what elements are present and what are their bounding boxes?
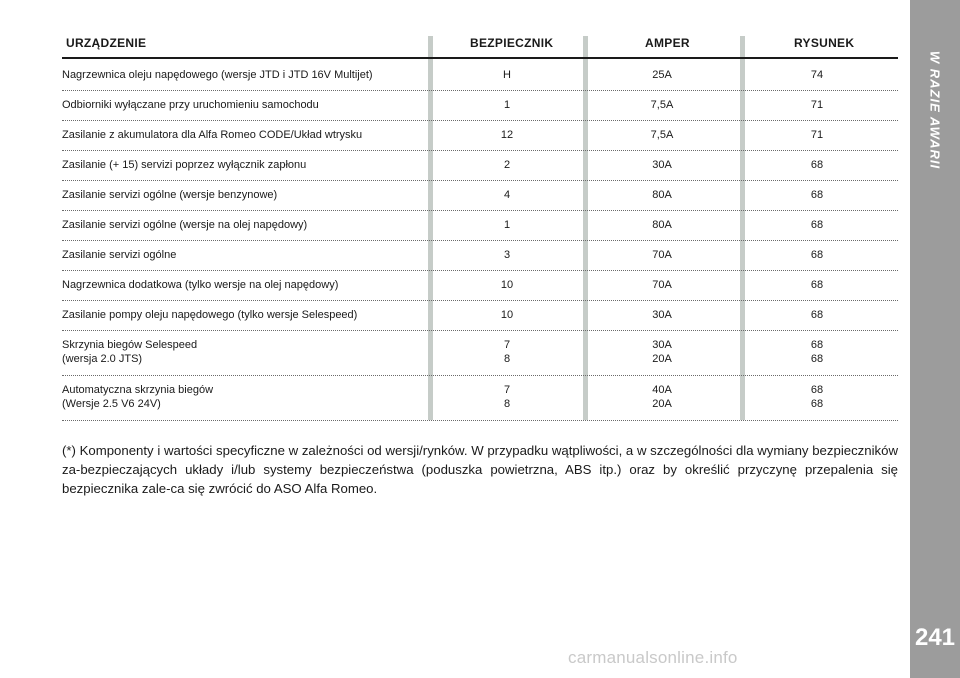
device-cell xyxy=(62,158,306,172)
fuse-cell xyxy=(477,308,537,322)
amp-cell xyxy=(632,248,692,262)
fuse-cell-line: 1 xyxy=(503,219,511,231)
figure-cell xyxy=(787,128,847,142)
fuse-cell-line: 8 xyxy=(503,398,511,410)
amp-cell xyxy=(632,383,692,411)
device-cell xyxy=(62,308,357,322)
fuse-cell xyxy=(477,128,537,142)
fuse-cell-line: 4 xyxy=(503,189,511,201)
table-row xyxy=(62,90,898,121)
fuse-cell-line: 10 xyxy=(500,279,514,291)
device-cell xyxy=(62,338,197,366)
amp-cell-line: 30A xyxy=(652,159,672,171)
amp-cell-line: 80A xyxy=(652,189,672,201)
amp-cell xyxy=(632,338,692,366)
figure-cell-line: 74 xyxy=(810,69,824,81)
amp-cell-line: 25A xyxy=(652,69,672,81)
section-title xyxy=(908,40,960,180)
header-figure: RYSUNEK xyxy=(794,36,855,50)
figure-cell-line: 71 xyxy=(810,129,824,141)
fuse-cell-line: 7 xyxy=(503,339,511,351)
table-row xyxy=(62,375,898,421)
amp-cell xyxy=(632,308,692,322)
device-cell xyxy=(62,68,373,82)
amp-cell xyxy=(632,158,692,172)
fuse-cell-line: 10 xyxy=(500,309,514,321)
figure-cell-line: 71 xyxy=(810,99,824,111)
watermark: carmanualsonline.info xyxy=(568,648,738,667)
fuse-cell-line: H xyxy=(503,69,511,81)
figure-cell-line: 68 xyxy=(810,353,824,365)
fuse-cell xyxy=(477,68,537,82)
amp-cell xyxy=(632,98,692,112)
fuse-cell-line: 2 xyxy=(503,159,511,171)
figure-cell xyxy=(787,98,847,112)
table-row xyxy=(62,240,898,271)
device-cell-line: Skrzynia biegów Selespeed xyxy=(62,339,198,351)
fuse-cell-line: 3 xyxy=(503,249,511,261)
amp-cell-line: 20A xyxy=(652,398,672,410)
figure-cell-line: 68 xyxy=(810,189,824,201)
device-cell-line: Nagrzewnica oleju napędowego (wersje JTD i JTD 16V Multijet) xyxy=(62,69,373,81)
figure-cell xyxy=(787,218,847,232)
amp-cell xyxy=(632,188,692,202)
fuse-cell xyxy=(477,278,537,292)
figure-cell-line: 68 xyxy=(810,309,824,321)
figure-cell-line: 68 xyxy=(810,249,824,261)
fuse-cell-line: 12 xyxy=(500,129,514,141)
device-cell-line: Zasilanie servizi ogólne (wersje na olej napędowy) xyxy=(62,219,308,231)
amp-cell-line: 70A xyxy=(652,249,672,261)
header-rule xyxy=(62,57,898,59)
fuse-cell xyxy=(477,98,537,112)
device-cell-line: Zasilanie (+ 15) servizi poprzez wyłącznik zapłonu xyxy=(62,159,307,171)
amp-cell-line: 30A xyxy=(652,309,672,321)
fuse-cell xyxy=(477,248,537,262)
table-row xyxy=(62,300,898,331)
figure-cell-line: 68 xyxy=(810,339,824,351)
fuse-cell xyxy=(477,188,537,202)
device-cell xyxy=(62,128,362,142)
figure-cell xyxy=(787,68,847,82)
table-row xyxy=(62,150,898,181)
section-title-text: W RAZIE AWARII xyxy=(927,50,943,170)
amp-cell xyxy=(632,278,692,292)
device-cell xyxy=(62,188,277,202)
device-cell-line: Zasilanie servizi ogólne (wersje benzynowe) xyxy=(62,189,278,201)
device-cell xyxy=(62,98,319,112)
table-row xyxy=(62,180,898,211)
figure-cell xyxy=(787,278,847,292)
fuse-cell-line: 7 xyxy=(503,384,511,396)
fuse-cell xyxy=(477,158,537,172)
table-row xyxy=(62,60,898,91)
figure-cell xyxy=(787,188,847,202)
device-cell-line: Zasilanie servizi ogólne xyxy=(62,249,177,261)
figure-cell-line: 68 xyxy=(810,279,824,291)
device-cell xyxy=(62,218,307,232)
amp-cell-line: 7,5A xyxy=(650,99,674,111)
amp-cell-line: 80A xyxy=(652,219,672,231)
figure-cell xyxy=(787,158,847,172)
device-cell xyxy=(62,383,213,411)
table-row xyxy=(62,270,898,301)
fuse-cell xyxy=(477,383,537,411)
header-amp: AMPER xyxy=(645,36,690,50)
amp-cell xyxy=(632,68,692,82)
device-cell-line: (wersja 2.0 JTS) xyxy=(62,353,143,365)
amp-cell-line: 7,5A xyxy=(650,129,674,141)
device-cell-line: Automatyczna skrzynia biegów xyxy=(62,384,214,396)
figure-cell xyxy=(787,383,847,411)
figure-cell xyxy=(787,248,847,262)
page-number: 241 xyxy=(914,624,956,651)
table-row xyxy=(62,120,898,151)
header-device: URZĄDZENIE xyxy=(66,36,147,50)
amp-cell-line: 70A xyxy=(652,279,672,291)
footnote: (*) Komponenty i wartości specyficzne w zależności od wersji/rynków. W przypadku wątpliwości, a w szczególności dla wymiany bezpieczników za-bezpieczających układy i/lub systemy bezpieczeństwa (poduszka powietrzna, ABS itp.) oraz by określić przyczynę przepalenia się bezpiecznika zale-ca się zwrócić do ASO Alfa Romeo. xyxy=(62,443,898,496)
figure-cell-line: 68 xyxy=(810,219,824,231)
header-fuse: BEZPIECZNIK xyxy=(470,36,554,50)
amp-cell-line: 30A xyxy=(652,339,672,351)
amp-cell-line: 20A xyxy=(652,353,672,365)
figure-cell xyxy=(787,338,847,366)
device-cell xyxy=(62,248,176,262)
figure-cell-line: 68 xyxy=(810,398,824,410)
fuse-cell-line: 1 xyxy=(503,99,511,111)
device-cell xyxy=(62,278,338,292)
figure-cell xyxy=(787,308,847,322)
fuse-cell xyxy=(477,338,537,366)
table-row xyxy=(62,330,898,376)
fuse-cell xyxy=(477,218,537,232)
amp-cell-line: 40A xyxy=(652,384,672,396)
fuse-cell-line: 8 xyxy=(503,353,511,365)
device-cell-line: (Wersje 2.5 V6 24V) xyxy=(62,398,161,410)
device-cell-line: Nagrzewnica dodatkowa (tylko wersje na olej napędowy) xyxy=(62,279,339,291)
figure-cell-line: 68 xyxy=(810,384,824,396)
device-cell-line: Zasilanie pompy oleju napędowego (tylko wersje Selespeed) xyxy=(62,309,358,321)
amp-cell xyxy=(632,218,692,232)
device-cell-line: Odbiorniki wyłączane przy uruchomieniu samochodu xyxy=(62,99,319,111)
figure-cell-line: 68 xyxy=(810,159,824,171)
amp-cell xyxy=(632,128,692,142)
table-row xyxy=(62,210,898,241)
device-cell-line: Zasilanie z akumulatora dla Alfa Romeo CODE/Układ wtrysku xyxy=(62,129,363,141)
